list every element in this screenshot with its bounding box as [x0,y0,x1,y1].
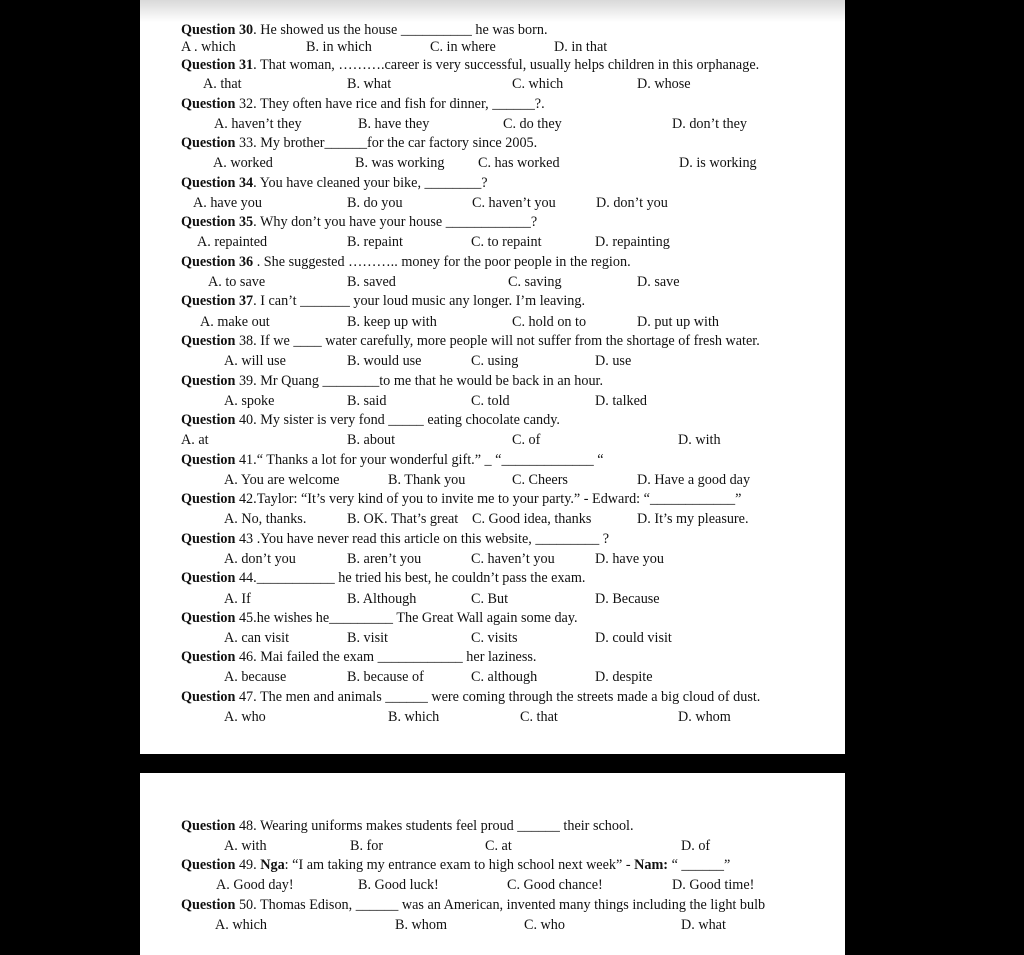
option-c[interactable]: C. that [520,709,558,725]
option-d[interactable]: D. is working [679,155,757,171]
question-text: 49. [235,857,261,873]
option-b[interactable]: B. repaint [347,234,403,250]
option-a[interactable]: A. You are welcome [224,472,340,488]
option-a[interactable]: A. Good day! [216,877,294,893]
option-a[interactable]: A. spoke [224,393,275,409]
option-a[interactable]: A. haven’t they [214,116,302,132]
question-text: 42.Taylor: “It’s very kind of you to invite me to your party.” - Edward: “____________” [235,491,742,507]
question-41 [140,451,845,469]
options-47 [140,708,845,726]
options-40 [140,431,845,449]
options-41 [140,471,845,489]
question-30 [140,21,845,39]
question-label: Question [181,818,236,834]
question-label: Question [181,649,236,665]
question-label: Question [181,373,236,389]
options-43 [140,550,845,568]
worksheet-page-2 [140,773,845,955]
question-32 [140,95,845,113]
option-d[interactable]: D. whom [678,709,731,725]
question-label: Question [181,491,236,507]
option-a[interactable]: A. have you [193,195,262,211]
question-label: Question 37 [181,293,254,309]
option-b[interactable]: B. Good luck! [358,877,439,893]
question-text-tail: “ ______” [668,857,731,873]
option-d[interactable]: D. Have a good day [637,472,751,488]
option-b[interactable]: B. which [388,709,440,725]
option-c[interactable]: C. Cheers [512,472,568,488]
option-c[interactable]: C. of [512,432,541,448]
option-b[interactable]: B. whom [395,917,448,933]
question-label: Question [181,689,236,705]
question-label: Question [181,452,236,468]
option-c[interactable]: C. although [471,669,538,685]
question-text: . You have cleaned your bike, ________? [253,175,488,191]
option-a[interactable]: A. don’t you [224,551,296,567]
option-d[interactable]: D. of [681,838,711,854]
option-c[interactable]: C. has worked [478,155,560,171]
question-text: 40. My sister is very fond _____ eating chocolate candy. [235,412,560,428]
option-a[interactable]: A. to save [208,274,266,290]
question-text: . That woman, ……….career is very successful, usually helps children in this orphanage. [253,57,760,73]
question-text: 43 .You have never read this article on this website, _________ ? [235,531,610,547]
question-label: Question [181,96,236,112]
option-c[interactable]: C. in where [430,39,496,55]
options-45 [140,629,845,647]
option-b[interactable]: B. about [347,432,396,448]
option-c[interactable]: C. Good chance! [507,877,603,893]
question-label: Question [181,857,236,873]
option-b[interactable]: B. saved [347,274,396,290]
option-a[interactable]: A. If [224,591,251,607]
option-b[interactable]: B. Thank you [388,472,466,488]
option-b[interactable]: B. because of [347,669,424,685]
question-text: 38. If we ____ water carefully, more people will not suffer from the shortage of fresh water. [235,333,760,349]
option-d[interactable]: D. don’t they [672,116,748,132]
option-c[interactable]: C. haven’t you [471,551,555,567]
option-d[interactable]: D. what [681,917,726,933]
question-label: Question [181,570,236,586]
option-d[interactable]: D. It’s my pleasure. [637,511,749,527]
question-label: Question [181,135,236,151]
option-d[interactable]: D. repainting [595,234,670,250]
option-c[interactable]: C. But [471,591,509,607]
option-b[interactable]: B. for [350,838,384,854]
option-a[interactable]: A. who [224,709,266,725]
option-b[interactable]: B. Although [347,591,417,607]
option-d[interactable]: D. save [637,274,680,290]
option-b[interactable]: B. was working [355,155,445,171]
question-text: 33. My brother______for the car factory since 2005. [235,135,538,151]
question-35 [140,213,845,231]
option-d[interactable]: D. Good time! [672,877,755,893]
option-c[interactable]: C. who [524,917,565,933]
worksheet-page-1 [140,0,845,754]
question-48 [140,817,845,835]
option-b[interactable]: B. what [347,76,392,92]
option-d[interactable]: D. don’t you [596,195,668,211]
question-43 [140,530,845,548]
question-31 [140,56,845,74]
options-50 [140,916,845,934]
question-49 [140,856,845,874]
option-d[interactable]: D. have you [595,551,664,567]
option-a[interactable]: A. because [224,669,287,685]
question-39 [140,372,845,390]
option-c[interactable]: C. hold on to [512,314,587,330]
option-b[interactable]: B. do you [347,195,403,211]
question-text: 45.he wishes he_________ The Great Wall again some day. [235,610,578,626]
question-text: 32. They often have rice and fish for dinner, ______?. [235,96,545,112]
option-a[interactable]: A. make out [200,314,270,330]
question-text: 47. The men and animals ______ were coming through the streets made a big cloud of dust. [235,689,761,705]
options-31 [140,75,845,93]
question-text-mid: : “I am taking my entrance exam to high school next week” - [284,857,635,873]
question-text: . I can’t _______ your loud music any longer. I’m leaving. [253,293,586,309]
option-c[interactable]: C. visits [471,630,518,646]
option-b[interactable]: B. aren’t you [347,551,422,567]
question-label: Question 34 [181,175,254,191]
option-d[interactable]: D. put up with [637,314,719,330]
question-text: 41.“ Thanks a lot for your wonderful gift.” _ “_____________ “ [235,452,604,468]
option-a[interactable]: A. can visit [224,630,290,646]
option-c[interactable]: C. Good idea, thanks [472,511,592,527]
question-37 [140,292,845,310]
question-text: . He showed us the house __________ he was born. [253,22,548,38]
question-label: Question [181,610,236,626]
question-label: Question 35 [181,214,254,230]
question-label: Question [181,897,236,913]
option-c[interactable]: C. haven’t you [472,195,556,211]
option-b[interactable]: B. keep up with [347,314,437,330]
question-label: Question [181,412,236,428]
option-c[interactable]: C. to repaint [471,234,542,250]
options-38 [140,352,845,370]
option-a[interactable]: A . which [181,39,236,55]
option-b[interactable]: B. visit [347,630,388,646]
option-c[interactable]: C. which [512,76,564,92]
question-label: Question [181,333,236,349]
options-44 [140,590,845,608]
options-35 [140,233,845,251]
options-39 [140,392,845,410]
option-b[interactable]: B. would use [347,353,422,369]
question-36 [140,253,845,271]
question-33 [140,134,845,152]
option-a[interactable]: A. will use [224,353,286,369]
question-46 [140,648,845,666]
options-32 [140,115,845,133]
option-d[interactable]: D. Because [595,591,660,607]
options-37 [140,313,845,331]
options-46 [140,668,845,686]
question-label: Question 31 [181,57,254,73]
question-text: 39. Mr Quang ________to me that he would be back in an hour. [235,373,604,389]
speaker-nam: Nam: [634,857,669,873]
options-48 [140,837,845,855]
question-44 [140,569,845,587]
options-33 [140,154,845,172]
option-c[interactable]: C. do they [503,116,562,132]
question-text: 44.___________ he tried his best, he couldn’t pass the exam. [235,570,586,586]
options-34 [140,194,845,212]
option-c[interactable]: C. using [471,353,519,369]
question-42 [140,490,845,508]
question-text: . Why don’t you have your house ____________? [253,214,538,230]
option-d[interactable]: D. talked [595,393,648,409]
question-38 [140,332,845,350]
options-49 [140,876,845,894]
question-label: Question [181,531,236,547]
speaker-nga: Nga [260,857,285,873]
option-a[interactable]: A. worked [213,155,273,171]
options-36 [140,273,845,291]
options-42 [140,510,845,528]
option-d[interactable]: D. with [678,432,721,448]
options-30 [140,38,845,56]
question-40 [140,411,845,429]
question-label: Question 30 [181,22,254,38]
option-a[interactable]: A. at [181,432,209,448]
option-d[interactable]: D. use [595,353,632,369]
option-a[interactable]: A. No, thanks. [224,511,307,527]
question-47 [140,688,845,706]
option-d[interactable]: D. whose [637,76,691,92]
option-a[interactable]: A. repainted [197,234,268,250]
question-label: Question 36 [181,254,254,270]
option-c[interactable]: C. told [471,393,510,409]
question-text: 46. Mai failed the exam ____________ her laziness. [235,649,537,665]
option-b[interactable]: B. said [347,393,387,409]
question-text: . She suggested ……….. money for the poor people in the region. [253,254,631,270]
question-text: 50. Thomas Edison, ______ was an American, invented many things including the light bulb [235,897,766,913]
question-text: 48. Wearing uniforms makes students feel proud ______ their school. [235,818,634,834]
question-50 [140,896,845,914]
option-a[interactable]: A. which [215,917,268,933]
question-45 [140,609,845,627]
question-34 [140,174,845,192]
option-b[interactable]: B. OK. That’s great [347,511,459,527]
option-d[interactable]: D. could visit [595,630,672,646]
option-c[interactable]: C. at [485,838,512,854]
option-a[interactable]: A. that [203,76,242,92]
option-b[interactable]: B. have they [358,116,430,132]
option-b[interactable]: B. in which [306,39,372,55]
option-d[interactable]: D. despite [595,669,653,685]
option-c[interactable]: C. saving [508,274,562,290]
option-a[interactable]: A. with [224,838,267,854]
option-d[interactable]: D. in that [554,39,608,55]
page-top-shadow [140,0,845,22]
